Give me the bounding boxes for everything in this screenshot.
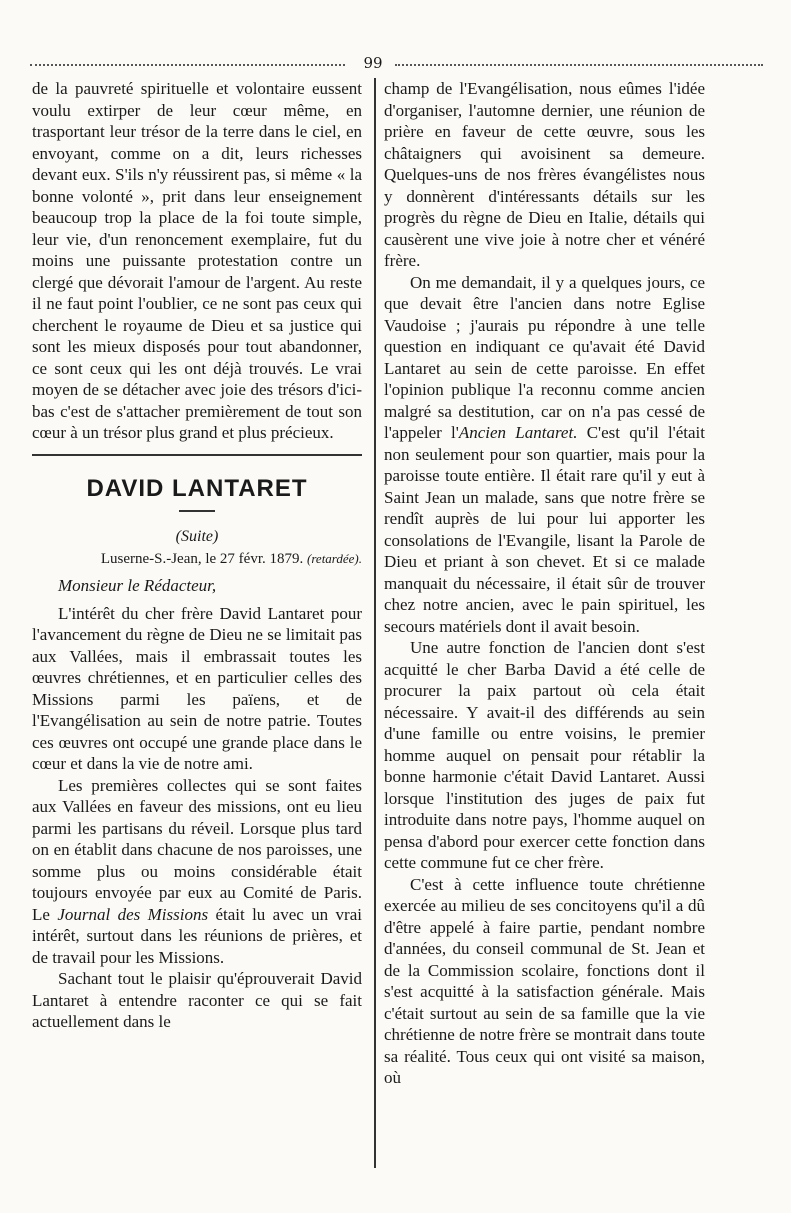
salutation: Monsieur le Rédacteur, [58,576,217,595]
section-end-rule [32,454,362,456]
dateline-note: (retardée). [307,551,362,566]
running-head [30,54,763,72]
right-paragraph-2 [384,272,705,638]
ancien-lantaret-name: Ancien Lantaret. [458,423,578,442]
page-number: 99 [363,54,383,72]
header-rule-left [30,64,345,66]
left-paragraph-3-text-a: Les premières collectes qui se sont faites aux Vallées en faveur des missions, ont eu lieu parmi les partisans du réveil. Lorsque plus tard on en établit dans chacune de nos paroisses, une somme plus ou moins considérable était toujours envoyée par eux au Comité de Paris. Le [32,775,362,924]
left-paragraph-3-text-b: était lu avec un vrai intérêt, surtout dans les réunions de prières, et de travail pour les Missions. [32,904,362,967]
right-paragraph-2-text-a: On me demandait, il y a quelques jours, ce que devait être l'ancien dans notre Eglise Vaudoise ; j'aurais pu répondre à une telle question en indiquant ce qu'avait été David Lantaret au sein de cette paroisse. En effet l'opinion publique l'a reconnu comme ancien malgré sa destitution, car on n'a pas cessé de l'appeler l' [384,272,705,442]
right-paragraph-2-text-b: C'est qu'il l'était non seulement pour son quartier, mais pour la paroisse toute entière. Il était rare qu'il y eut à Saint Jean un malade, sans que notre frère se rendît auprès de lui pour lui apporter les consolations de l'Evangile, lisant la Parole de Dieu et priant à son chevet. Et si ce malade manquait du nécessaire, il était sûr de trouver chez notre ancien, avec le pain spirituel, les secours matériels dont il avait besoin. [384,423,705,636]
column-divider [374,78,376,1168]
right-paragraph-4: C'est à cette influence toute chrétienne exercée au milieu de ses concitoyens qu'il a dû d'être appelé à faire partie, pendant nombre d'années, du conseil communal de St. Jean et de la Commission scolaire, fonctions dont il s'est acquitté à la satisfaction générale. Mais c'était surtout au sein de sa famille que la vie chrétienne de notre frère se montrait dans toute sa réalité. Tous ceux qui ont visité sa maison, où [384,874,705,1087]
left-paragraph-4: Sachant tout le plaisir qu'éprouverait David Lantaret à entendre raconter ce qui se fait actuellement dans le [32,969,362,1031]
left-paragraph-2: L'intérêt du cher frère David Lantaret pour l'avancement du règne de Dieu ne se limitait pas aux Vallées, mais il embrassait toutes les œuvres chrétiennes, et en particulier celles des Missions parmi les païens, et de l'Evangélisation au sein de notre patrie. Toutes ces œuvres ont occupé une grande place dans le cœur et dans la vie de notre ami. [32,603,362,773]
left-paragraph-3 [32,775,362,969]
title-dash [179,510,215,512]
dateline [32,549,362,569]
header-rule-right [395,64,763,66]
left-column [32,78,362,1033]
article-title: DAVID LANTARET [86,474,308,502]
left-paragraph-1: de la pauvreté spirituelle et volontaire eussent voulu extirper de leur cœur même, en trasportant leur trésor de la terre dans le ciel, en envoyant, comme on a dit, leurs richesses devant eux. S'ils n'y réussirent pas, si même « la bonne volonté », prit dans leur enseignement beaucoup trop la place de la foi toute simple, leur vie, d'un renoncement exemplaire, fut du moins une puissante protestation contre un clergé que dévorait l'amour de l'argent. Au reste il ne faut point l'oublier, ce ne sont pas ceux qui cherchent le royaume de Dieu et sa justice qui sont les mieux disposés pour tout abandonner, ce sont ceux qui les ont déjà trouvés. Le vrai moyen de se détacher avec joie des trésors d'ici-bas c'est de s'attacher premièrement de tout son cœur à un trésor plus grand et plus précieux. [32,79,362,442]
right-paragraph-3: Une autre fonction de l'ancien dont s'est acquitté le cher Barba David a été celle de procurer la paix partout où cela était nécessaire. Y avait-il des différends au sein d'une famille ou entre voisins, le premier homme auquel on pensait pour rétablir la bonne harmonie c'était David Lantaret. Aussi lorsque l'institution des juges de paix fut introduite dans notre pays, l'homme auquel on pensa d'abord pour exercer cette fonction dans cette commune fut ce cher frère. [384,638,705,872]
suite-label: (Suite) [175,527,219,545]
right-column [384,78,705,1089]
right-paragraph-1: champ de l'Evangélisation, nous eûmes l'idée d'organiser, l'automne dernier, une réunion de prière en faveur de cette œuvre, sous les châtaigners qui avoisinent sa demeure. Quelques-uns de nos frères évangélistes nous y donnèrent d'intéressants détails sur les progrès du règne de Dieu en Italie, détails qui causèrent une vive joie à notre cher et vénéré frère. [384,79,705,270]
journal-title: Journal des Missions [57,904,209,924]
dateline-text: Luserne-S.-Jean, le 27 févr. 1879. [100,551,304,567]
